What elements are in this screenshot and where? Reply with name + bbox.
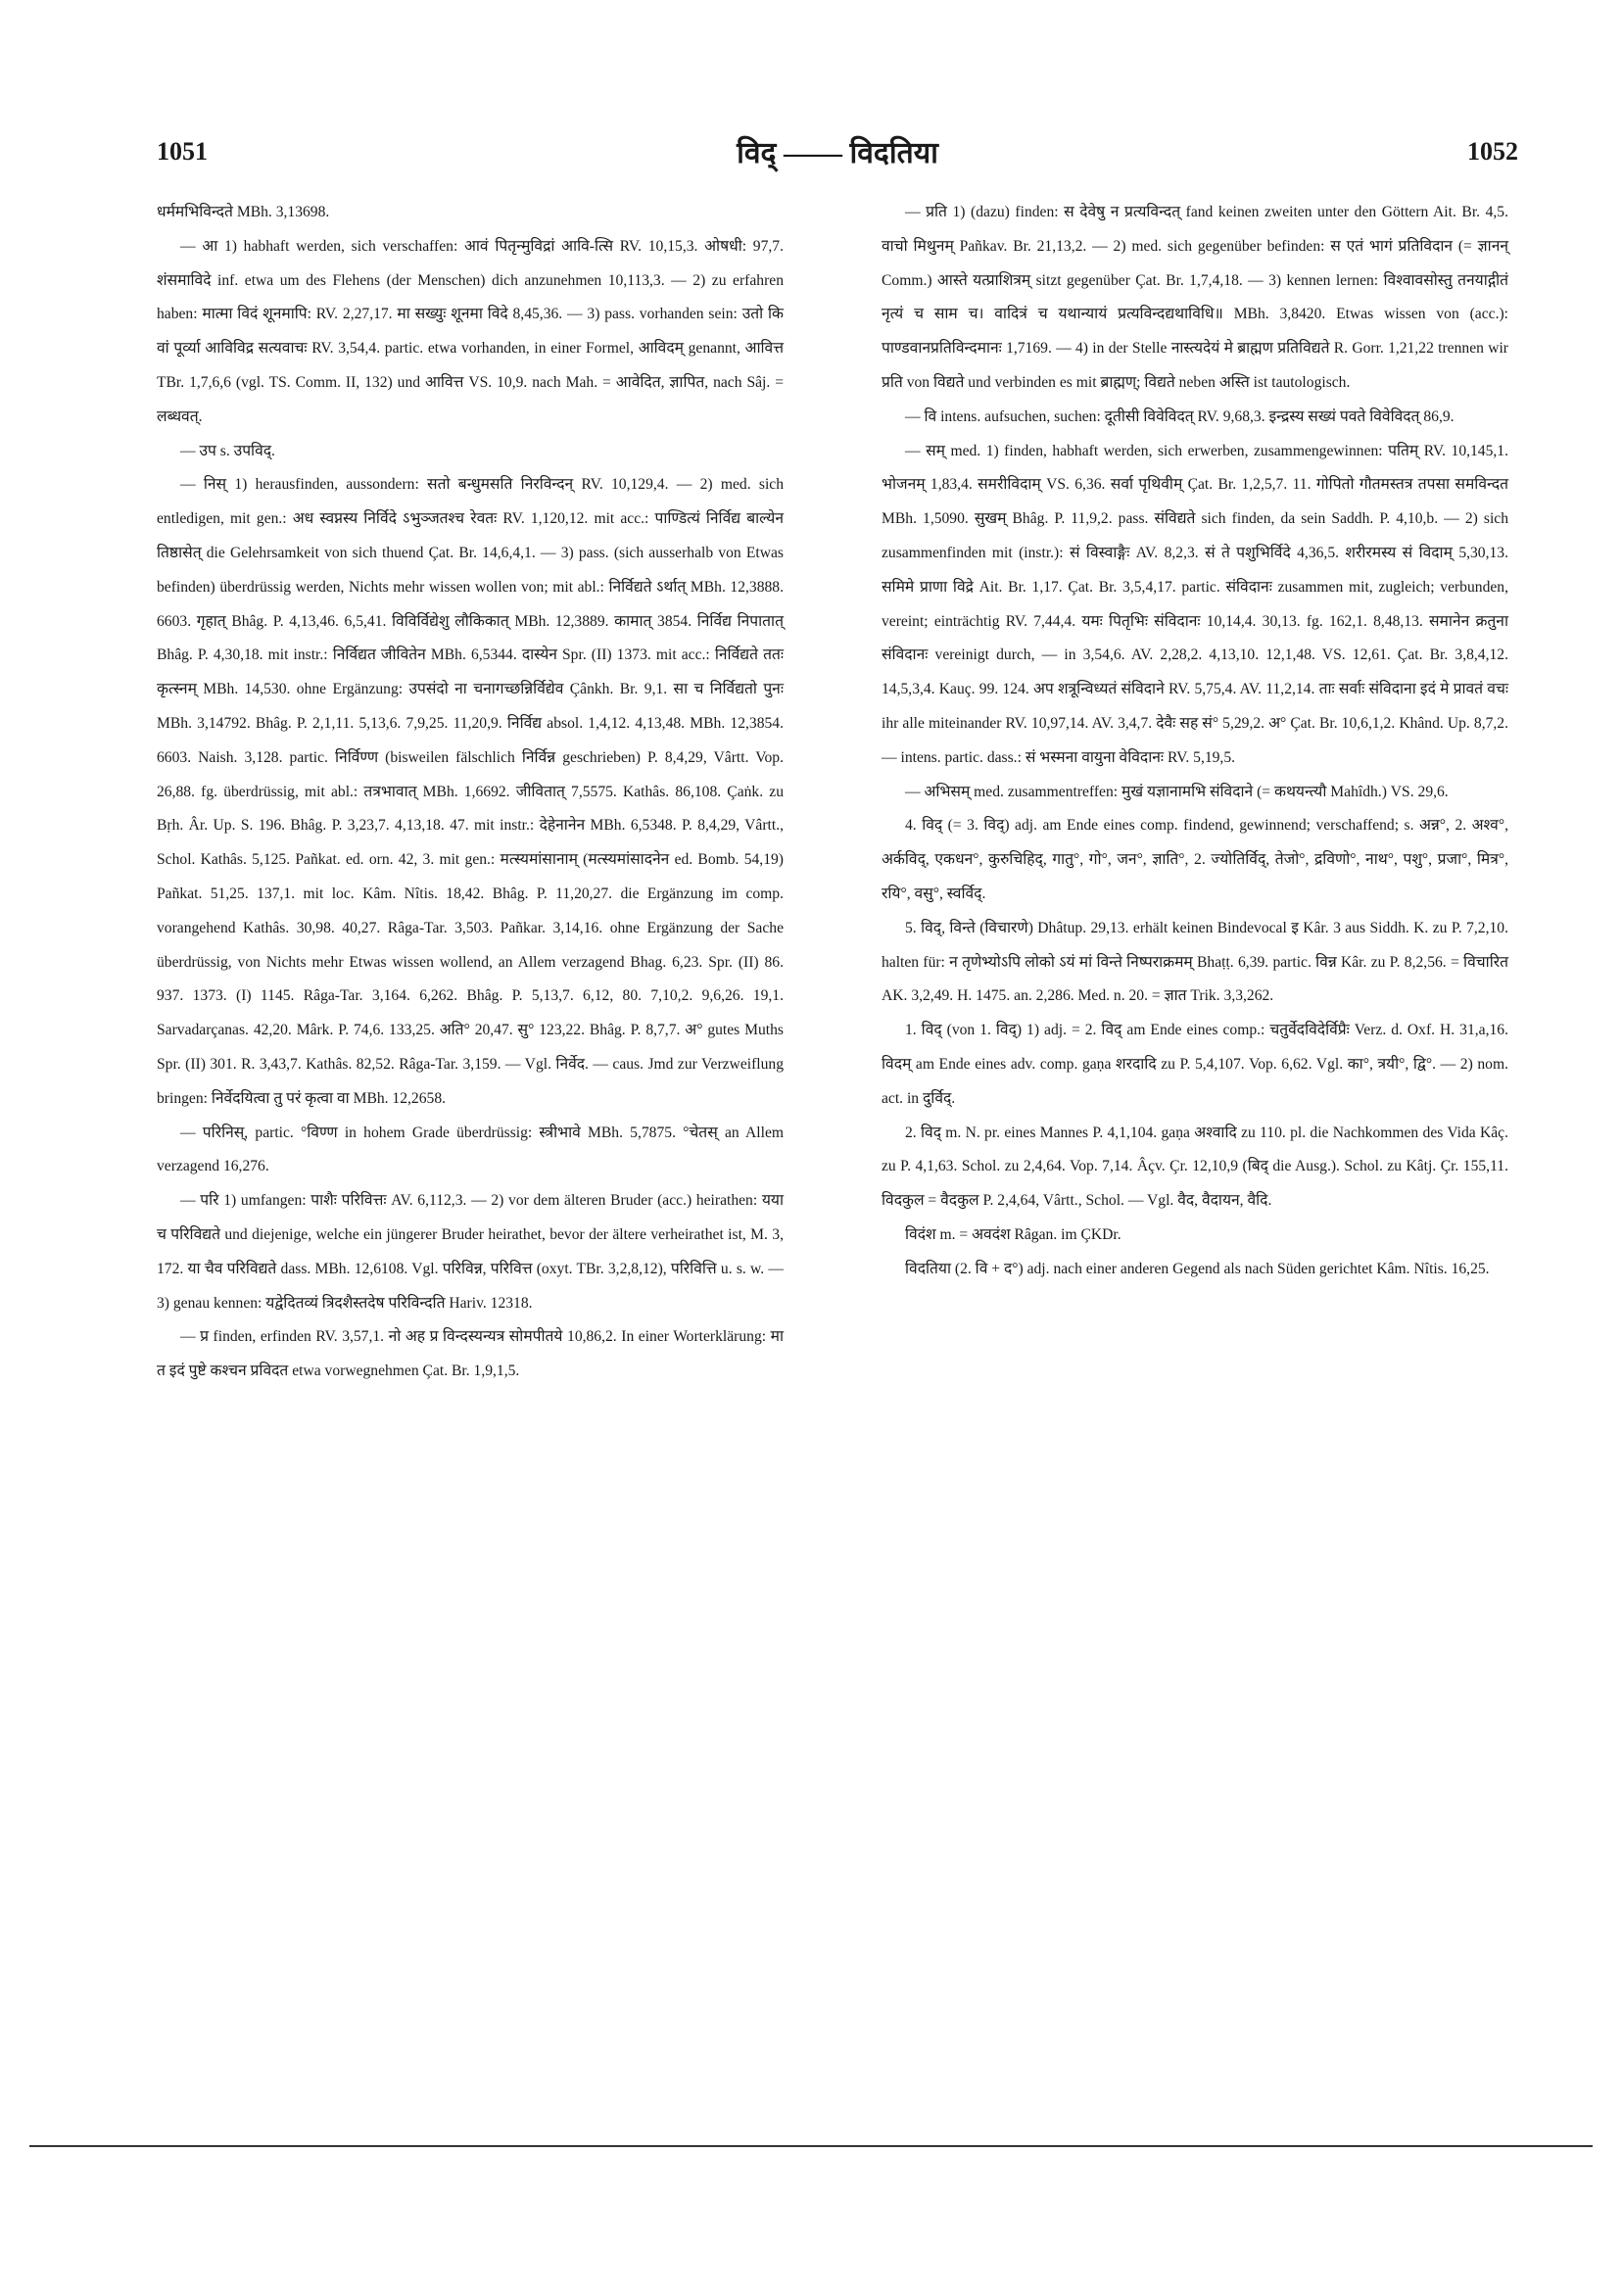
- entry-paragraph: 1. विद् (von 1. विद्) 1) adj. = 2. विद् am Ende eines comp.: चतुर्वेदविदेर्विप्रैः Verz. d. Oxf. H. 31,a,16. विदम् am Ende eines adv. comp. gaṇa शरदादि zu P. 5,4,107. Vop. 6,62. Vgl. का°, त्रयी°, द्वि°. — 2) nom. act. in दुर्विद्.: [882, 1022, 1508, 1107]
- entry-paragraph: — निस् 1) herausfinden, aussondern: सतो बन्धुमसति निरविन्दन् RV. 10,129,4. — 2) med. sich entledigen, mit gen.: अध स्वप्नस्य निर्विदे ऽभुञ्जतश्च रेवतः RV. 1,120,12. mit acc.: पाण्डित्यं निर्विद्य बाल्येन तिष्ठासेत् die Gelehrsamkeit von sich thuend Çat. Br. 14,6,4,1. — 3) pass. (sich ausserhalb von Etwas befinden) überdrüssig werden, Nichts mehr wissen wollen von; mit abl.: निर्विद्यते ऽर्थात् MBh. 12,3888. 6603. गृहात् Bhâg. P. 4,13,46. 6,5,41. विविर्विद्येशु लौकिकात् MBh. 12,3889. कामात् 3854. निर्विद्य निपातात् Bhâg. P. 4,30,18. mit instr.: निर्विद्यत जीवितेन MBh. 6,5344. दास्येन Spr. (II) 1373. mit acc.: निर्विद्यते ततः कृत्स्नम् MBh. 14,530. ohne Ergänzung: उपसंदो ना चनागच्छन्निर्विद्येव Çânkh. Br. 9,1. सा च निर्विद्यतो पुनः MBh. 3,14792. Bhâg. P. 2,1,11. 5,13,6. 7,9,25. 11,20,9. निर्विद्य absol. 1,4,12. 4,13,48. MBh. 12,3854. 6603. Naish. 3,128. partic. निर्विण्ण (bisweilen fälschlich निर्विन्न geschrieben) P. 8,4,29, Vârtt. Vop. 26,88. fg. überdrüssig, mit abl.: तत्रभावात् MBh. 1,6692. जीवितात् 7,5575. Kathâs. 86,108. Çaṅk. zu Bṛh. Âr. Up. S. 196. Bhâg. P. 3,23,7. 4,13,18. 47. mit instr.: देहेनानेन MBh. 6,5348. P. 8,4,29, Vârtt., Schol. Kathâs. 5,125. Pañkat. ed. orn. 42, 3. mit gen.: मत्स्यमांसानाम् (मत्स्यमांसादनेन ed. Bomb. 54,19) Pañkat. 51,25. 137,1. mit loc. Kâm. Nîtis. 18,42. Bhâg. P. 11,20,27. die Ergänzung im comp. vorangehend Kathâs. 30,98. 40,27. Râga-Tar. 3,503. Pañkar. 3,14,16. ohne Ergänzung der Sache überdrüssig, von Nichts mehr Etwas wissen wollend, an Allem verzagend Bhag. 6,23. Spr. (II) 86. 937. 1373. (I) 1145. Râga-Tar. 3,164. 6,262. Bhâg. P. 5,13,7. 6,12, 80. 7,10,2. 9,6,26. 19,1. Sarvadarçanas. 42,20. Mârk. P. 74,6. 133,25. अति° 20,47. सु° 123,22. Bhâg. P. 8,7,7. अ° gutes Muths Spr. (II) 301. R. 3,43,7. Kathâs. 82,52. Râga-Tar. 3,159. — Vgl. निर्वेद. — caus. Jmd zur Verzweiflung bringen: निर्वेदयित्वा तु परं कृत्वा वा MBh. 12,2658.: [157, 476, 784, 1107]
- entry-paragraph: — प्रति 1) (dazu) finden: स देवेषु न प्रत्यविन्दत् fand keinen zweiten unter den Göttern Ait. Br. 4,5. वाचो मिथुनम् Pañkav. Br. 21,13,2. — 2) med. sich gegenüber befinden: स एतं भागं प्रतिविदान (= ज्ञानन् Comm.) आस्ते यत्प्राशित्रम् sitzt gegenüber Çat. Br. 1,7,4,18. — 3) kennen lernen: विश्वावसोस्तु तनयाद्गीतं नृत्यं च साम च। वादित्रं च यथान्यायं प्रत्यविन्दद्यथाविधि॥ MBh. 3,8420. Etwas wissen von (acc.): पाण्डवानप्रतिविन्दमानः 1,7169. — 4) in der Stelle नास्त्यदेयं मे ब्राह्मण प्रतिविद्यते R. Gorr. 1,21,22 trennen wir प्रति von विद्यते und verbinden es mit ब्राह्मण्; विद्यते neben अस्ति ist tautologisch.: [882, 204, 1508, 391]
- entry-paragraph: — प्र finden, erfinden RV. 3,57,1. नो अह प्र विन्दस्यन्यत्र सोमपीतये 10,86,2. In einer Worterklärung: मा त इदं पुष्टे कश्चन प्रविदत etwa vorwegnehmen Çat. Br. 1,9,1,5.: [157, 1328, 784, 1380]
- entry-paragraph: 4. विद् (= 3. विद्) adj. am Ende eines comp. findend, gewinnend; verschaffend; s. अन्न°, 2. अश्व°, अर्कविद्, एकधन°, कुरुचिहिद्, गातु°, गो°, जन°, ज्ञाति°, 2. ज्योतिर्विद्, तेजो°, द्रविणो°, नाथ°, पशु°, प्रजा°, मित्र°, रयि°, वसु°, स्वर्विद्.: [882, 817, 1508, 902]
- entry-paragraph: — अभिसम् med. zusammentreffen: मुखं यज्ञानामभि संविदाने (= कथयन्त्यौ Mahîdh.) VS. 29,6.: [905, 783, 1449, 800]
- entry-paragraph: धर्ममभिविन्दते MBh. 3,13698.: [157, 204, 330, 220]
- entry-paragraph: — आ 1) habhaft werden, sich verschaffen: आवं पितृन्मुविद्रां आवि-त्सि RV. 10,15,3. ओषधी: 97,7. शंसमाविदे inf. etwa um des Flehens (der Menschen) dich anzunehmen 10,113,3. — 2) zu erfahren haben: मात्मा विदं शूनमापि: RV. 2,27,17. मा सख्युः शूनमा विदे 8,45,36. — 3) pass. vorhanden sein: उतो कि वां पूर्व्या आविविद्र सत्यवाचः RV. 3,54,4. partic. etwa vorhanden, in einer Formel, आविदम् genannt, आवित्त TBr. 1,7,6,6 (vgl. TS. Comm. II, 132) und आवित्त VS. 10,9. nach Mah. = आवेदित, ज्ञापित, nach Sâj. = लब्धवत्.: [157, 237, 784, 425]
- page-number-left: 1051: [157, 137, 208, 166]
- entry-paragraph: 2. विद् m. N. pr. eines Mannes P. 4,1,104. gaṇa अश्वादि zu 110. pl. die Nachkommen des Vida Kâç. zu P. 4,1,63. Schol. zu 2,4,64. Vop. 7,14. Âçv. Çr. 12,10,9 (बिद् die Ausg.). Schol. zu Kâtj. Çr. 155,11. विदकुल = वैदकुल P. 2,4,64, Vârtt., Schol. — Vgl. वैद, वैदायन, वैदि.: [882, 1124, 1508, 1210]
- entry-paragraph: विदंश m. = अवदंश Râgan. im ÇKDr.: [905, 1225, 1121, 1243]
- bottom-rule: [29, 2145, 1593, 2147]
- page-header: [157, 131, 1518, 170]
- right-column: [882, 196, 1508, 1287]
- entry-paragraph: — उप s. उपविद्.: [180, 442, 275, 459]
- entry-paragraph: — वि intens. aufsuchen, suchen: दूतीसी विवेविदत् RV. 9,68,3. इन्द्रस्य सख्यं पवते विवेविदत् 86,9.: [905, 407, 1455, 425]
- left-column: [157, 196, 784, 1389]
- entry-paragraph: विदतिया (2. वि + द°) adj. nach einer anderen Gegend als nach Süden gerichtet Kâm. Nîtis. 16,25.: [905, 1260, 1490, 1277]
- page-number-right: 1052: [1467, 137, 1518, 166]
- running-headwords: विद् —— विदतिया: [737, 137, 938, 169]
- entry-paragraph: 5. विद्, विन्ते (विचारणे) Dhâtup. 29,13. erhält keinen Bindevocal इ Kâr. 3 aus Siddh. K. zu P. 7,2,10. halten für: न तृणेभ्योऽपि लोको ऽयं मां विन्ते निष्पराक्रमम् Bhaṭṭ. 6,39. partic. विन्न Kâr. zu P. 8,2,56. = विचारित AK. 3,2,49. H. 1475. an. 2,286. Med. n. 20. = ज्ञात Trik. 3,3,262.: [882, 919, 1508, 1005]
- entry-paragraph: — सम् med. 1) finden, habhaft werden, sich erwerben, zusammengewinnen: पतिम् RV. 10,145,1. भोजनम् 1,83,4. समरीविदाम् VS. 6,36. सर्वा पृथिवीम् Çat. Br. 1,2,5,7. 11. गोपितो गौतमस्तत्र तपसा समविन्दत MBh. 1,5090. सुखम् Bhâg. P. 11,9,2. pass. संविद्यते sich finden, da sein Saddh. P. 4,10,b. — 2) sich zusammenfinden mit (instr.): सं विस्वाङ्गैः AV. 8,2,3. सं ते पशुभिर्विदे 4,36,5. शरीरमस्य सं विदाम् 5,30,13. समिमे प्राणा विद्रे Ait. Br. 1,17. Çat. Br. 3,5,4,17. partic. संविदानः zusammen mit, zugleich; verbunden, vereint; einträchtig RV. 7,44,4. यमः पितृभिः संविदानः 10,14,4. 30,13. fg. 162,1. 8,48,13. समानेन क्रतुना संविदानः vereinigt durch, — in 3,54,6. AV. 2,28,2. 4,13,10. 12,1,48. VS. 12,61. Çat. Br. 3,8,4,12. 14,5,3,4. Kauç. 99. 124. अप शत्रून्विध्यतं संविदाने RV. 5,75,4. AV. 11,2,14. ताः सर्वाः संविदाना इदं मे प्रावतं वचः ihr alle miteinander RV. 10,97,14. AV. 3,4,7. देवैः सह सं° 5,29,2. अ° Çat. Br. 10,6,1,2. Khând. Up. 8,7,2. — intens. partic. dass.: सं भस्मना वायुना वेविदानः RV. 5,19,5.: [882, 442, 1508, 766]
- entry-paragraph: — परि 1) umfangen: पाशैः परिवित्तः AV. 6,112,3. — 2) vor dem älteren Bruder (acc.) heirathen: यया च परिविद्यते und diejenige, welche ein jüngerer Bruder heirathet, bevor der ältere verheirathet ist, M. 3, 172. या चैव परिविद्यते dass. MBh. 12,6108. Vgl. परिविन्न, परिवित्त (oxyt. TBr. 3,2,8,12), परिवित्ति u. s. w. — 3) genau kennen: यद्वेदितव्यं त्रिदशैस्तदेष परिविन्दति Hariv. 12318.: [157, 1192, 784, 1312]
- entry-paragraph: — परिनिस्, partic. °विण्ण in hohem Grade überdrüssig: स्त्रीभावे MBh. 5,7875. °चेतस् an Allem verzagend 16,276.: [157, 1124, 784, 1175]
